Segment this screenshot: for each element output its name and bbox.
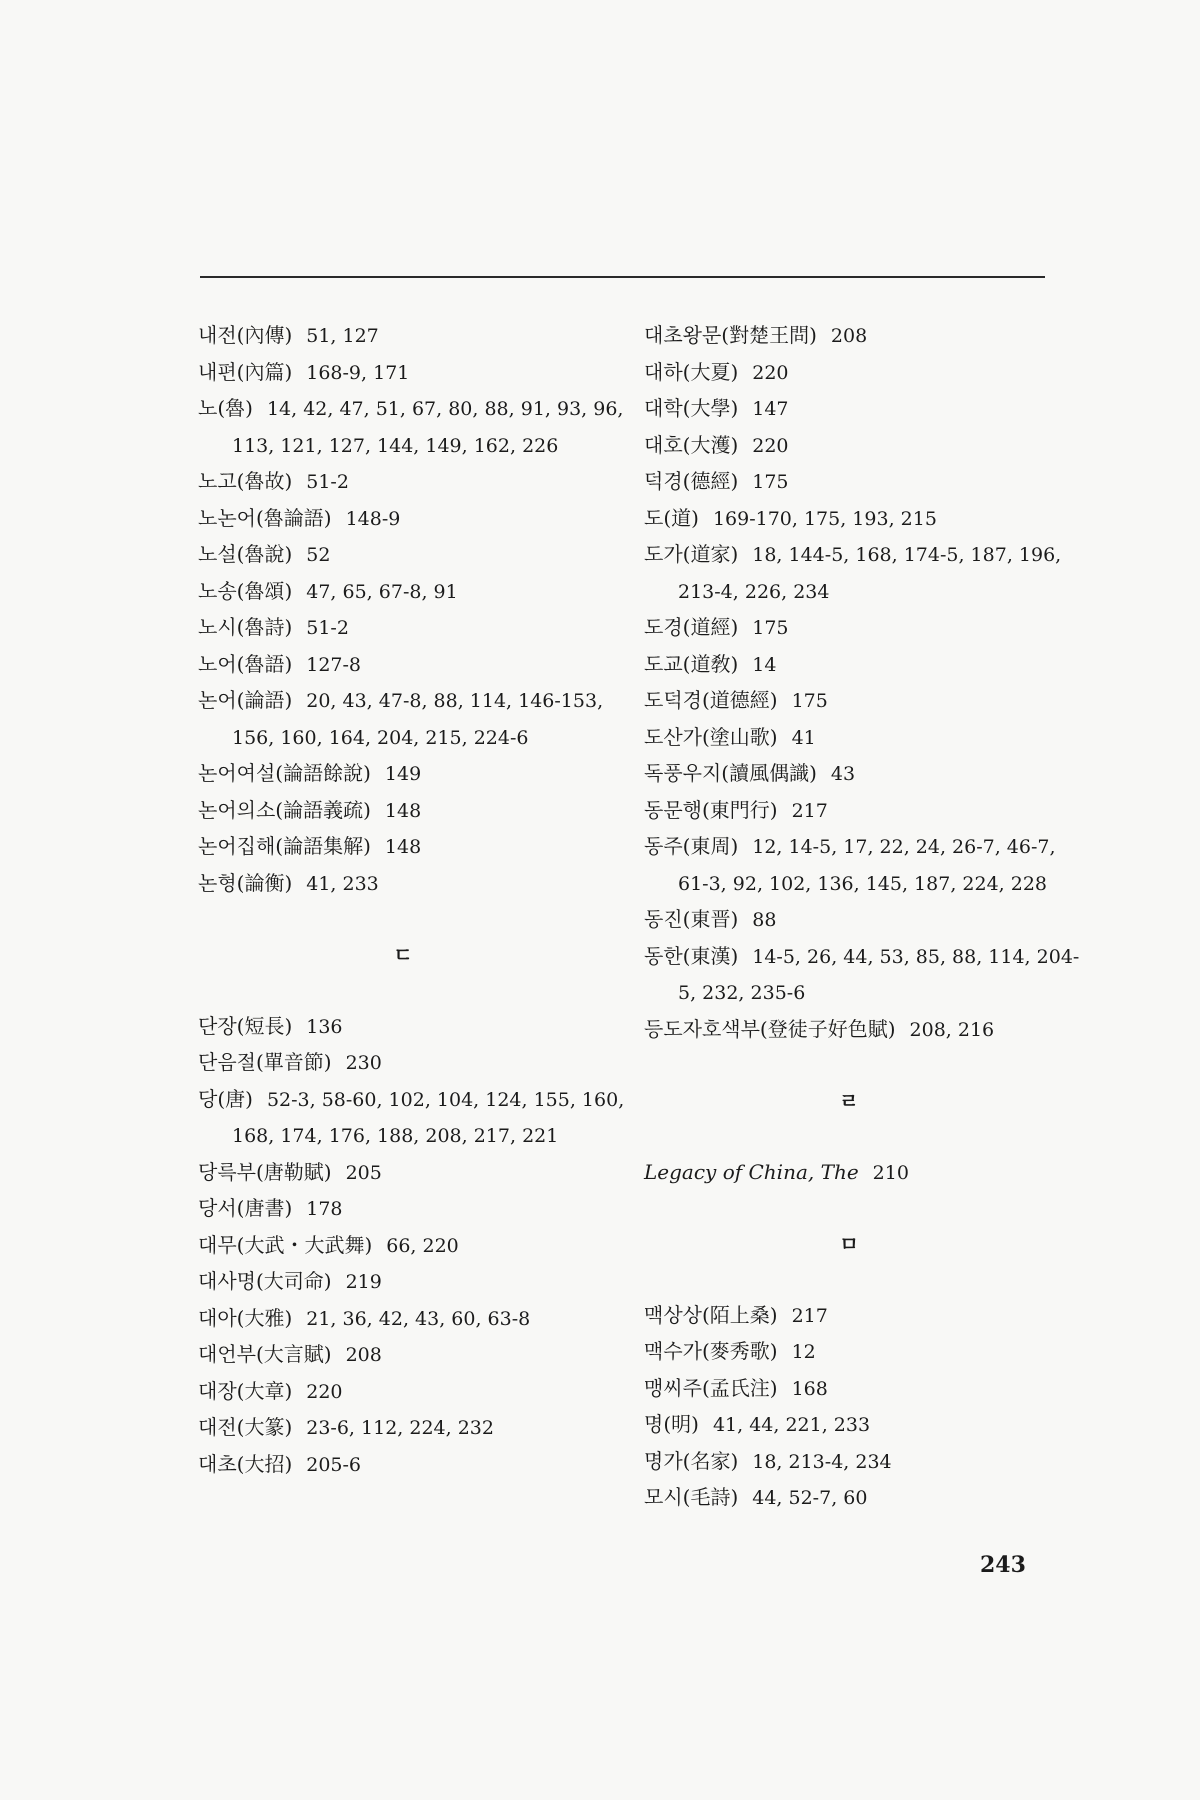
index-term: 대장(大章) (198, 1378, 293, 1403)
header-rule (200, 276, 1045, 278)
index-group-d-cont (644, 318, 1084, 1048)
index-entry (198, 318, 638, 355)
index-pages: 168 (791, 1377, 828, 1400)
index-entry (198, 464, 638, 501)
index-entry (644, 428, 1084, 465)
spacer (644, 1119, 1084, 1155)
index-pages: 47, 65, 67-8, 91 (306, 580, 458, 603)
index-pages: 44, 52-7, 60 (752, 1487, 868, 1509)
index-term: 당(唐) (198, 1086, 253, 1111)
index-pages: 178 (306, 1198, 343, 1220)
index-pages: 18, 144-5, 168, 174-5, 187, 196, 213-4, 226, 234 (678, 544, 1062, 603)
index-pages: 51-2 (306, 617, 349, 639)
section-heading-d: ㄷ (393, 942, 413, 967)
index-term: 당서(唐書) (198, 1196, 293, 1220)
index-term: 명(明) (644, 1412, 699, 1436)
index-pages: 14 (752, 653, 777, 676)
index-pages: 23-6, 112, 224, 232 (306, 1417, 494, 1439)
index-pages: 21, 36, 42, 43, 60, 63-8 (306, 1307, 531, 1330)
index-term: 논어의소(論語義疏) (198, 797, 371, 822)
index-pages: 208 (345, 1344, 382, 1366)
index-term: 대아(大雅) (198, 1305, 293, 1330)
index-entry (644, 683, 1084, 720)
index-term: 맹씨주(孟氏注) (644, 1375, 778, 1400)
spacer (644, 1191, 1084, 1227)
index-pages: 149 (384, 763, 422, 785)
index-entry (198, 537, 638, 574)
index-entry (644, 793, 1084, 830)
index-pages: 220 (306, 1380, 343, 1403)
index-entry (198, 1410, 638, 1447)
index-term: 대언부(大言賦) (198, 1342, 332, 1366)
index-term: 대사명(大司命) (198, 1269, 332, 1293)
index-term: 내전(內傳) (198, 323, 293, 347)
index-pages: 41 (791, 726, 816, 749)
index-entry (198, 1301, 638, 1338)
index-term: 논어여설(論語餘說) (198, 761, 371, 785)
index-entry (198, 1191, 638, 1228)
index-pages: 208 (830, 325, 868, 347)
section-heading-r: ㄹ (839, 1088, 859, 1113)
index-entry (198, 391, 638, 464)
index-pages: 51, 127 (306, 325, 379, 347)
index-term: 노송(魯頌) (198, 578, 293, 603)
index-pages: 205 (345, 1161, 382, 1184)
section-heading-m: ㅁ (839, 1231, 859, 1256)
index-term: Legacy of China, The (644, 1159, 859, 1184)
index-entry (198, 1045, 638, 1082)
index-pages: 41, 44, 221, 233 (712, 1414, 871, 1436)
index-entry (644, 1298, 1084, 1335)
index-pages: 127-8 (306, 653, 362, 676)
index-term: 명가(名家) (644, 1448, 739, 1473)
index-pages: 14, 42, 47, 51, 67, 80, 88, 91, 93, 96, 113, 121, 127, 144, 149, 162, 226 (232, 398, 624, 457)
spacer (198, 902, 638, 938)
index-pages: 169-170, 175, 193, 215 (712, 507, 937, 530)
spacer (198, 973, 638, 1009)
index-entry (198, 1447, 638, 1484)
index-entry (198, 1009, 638, 1046)
index-entry (198, 610, 638, 647)
index-pages: 18, 213-4, 234 (752, 1450, 892, 1473)
index-group-m (644, 1298, 1084, 1517)
index-term: 도경(道經) (644, 615, 739, 639)
index-term: 독풍우지(讀風偶識) (644, 761, 817, 785)
index-entry (644, 1371, 1084, 1408)
index-pages: 88 (752, 909, 777, 931)
index-group-n (198, 318, 638, 902)
spacer (644, 1262, 1084, 1298)
index-pages: 220 (752, 434, 789, 457)
index-entry (198, 756, 638, 793)
index-pages: 12 (791, 1341, 816, 1363)
index-term: 맥상상(陌上桑) (644, 1302, 778, 1327)
index-term: 동한(東漢) (644, 943, 739, 968)
index-group-r (644, 1155, 1084, 1192)
index-term: 단음절(單音節) (198, 1050, 332, 1074)
index-entry (198, 866, 638, 903)
index-pages: 147 (752, 398, 789, 420)
index-term: 노설(魯說) (198, 542, 293, 566)
index-entry (644, 391, 1084, 428)
index-entry (198, 683, 638, 756)
index-group-d (198, 1009, 638, 1484)
index-pages: 14-5, 26, 44, 53, 85, 88, 114, 204-5, 232, 235-6 (678, 945, 1080, 1004)
index-term: 도가(道家) (644, 542, 739, 566)
index-term: 도덕경(道德經) (644, 688, 778, 712)
index-term: 논형(論衡) (198, 870, 293, 895)
index-pages: 217 (791, 799, 828, 822)
index-term: 단장(短長) (198, 1013, 293, 1038)
index-entry (644, 355, 1084, 392)
index-term: 대무(大武・大武舞) (198, 1232, 373, 1257)
index-entry (644, 902, 1084, 939)
index-pages: 175 (791, 690, 828, 712)
index-pages: 175 (752, 471, 789, 493)
index-pages: 148-9 (345, 507, 401, 530)
index-term: 논어(論語) (198, 688, 293, 712)
spacer (644, 1048, 1084, 1084)
index-pages: 148 (384, 799, 422, 822)
index-entry (644, 1334, 1084, 1371)
index-term: 대초(大招) (198, 1451, 293, 1476)
index-entry (644, 318, 1084, 355)
index-pages: 52-3, 58-60, 102, 104, 124, 155, 160, 168, 174, 176, 188, 208, 217, 221 (232, 1088, 625, 1147)
index-column-right (644, 318, 1084, 1517)
page-number: 243 (980, 1552, 1026, 1578)
index-term: 대초왕문(對楚王問) (644, 323, 817, 347)
index-pages: 148 (384, 836, 422, 858)
index-column-left (198, 318, 638, 1483)
index-entry (644, 1155, 1084, 1192)
index-term: 대호(大濩) (644, 432, 739, 457)
index-entry (644, 720, 1084, 757)
index-term: 대전(大篆) (198, 1415, 293, 1439)
index-entry (644, 464, 1084, 501)
index-entry (644, 647, 1084, 684)
index-entry (644, 537, 1084, 610)
index-term: 동진(東晋) (644, 907, 739, 931)
index-term: 노어(魯語) (198, 651, 293, 676)
index-term: 도교(道敎) (644, 651, 739, 676)
index-entry (644, 501, 1084, 538)
index-entry (644, 939, 1084, 1012)
index-pages: 66, 220 (386, 1234, 459, 1257)
index-term: 노논어(魯論語) (198, 505, 332, 530)
index-entry (644, 1480, 1084, 1517)
index-pages: 217 (791, 1304, 828, 1327)
index-pages: 41, 233 (306, 872, 379, 895)
index-pages: 12, 14-5, 17, 22, 24, 26-7, 46-7, 61-3, 92, 102, 136, 145, 187, 224, 228 (678, 836, 1056, 895)
index-entry (644, 1012, 1084, 1049)
index-entry (198, 1155, 638, 1192)
index-entry (198, 829, 638, 866)
index-pages: 136 (306, 1015, 343, 1038)
index-pages: 219 (345, 1271, 382, 1293)
index-pages: 20, 43, 47-8, 88, 114, 146-153, 156, 160, 164, 204, 215, 224-6 (232, 690, 604, 749)
index-term: 모시(毛詩) (644, 1485, 739, 1509)
index-pages: 220 (752, 361, 789, 384)
index-pages: 210 (872, 1161, 909, 1184)
index-term: 덕경(德經) (644, 469, 739, 493)
index-term: 노고(魯故) (198, 469, 293, 493)
index-pages: 208, 216 (909, 1018, 995, 1041)
index-term: 당륵부(唐勒賦) (198, 1159, 332, 1184)
index-term: 논어집해(論語集解) (198, 834, 371, 858)
index-pages: 175 (752, 617, 789, 639)
index-term: 맥수가(麥秀歌) (644, 1339, 778, 1363)
index-term: 대하(大夏) (644, 359, 739, 384)
index-entry (198, 501, 638, 538)
index-term: 동주(東周) (644, 834, 739, 858)
index-entry (198, 1264, 638, 1301)
index-term: 동문행(東門行) (644, 797, 778, 822)
index-entry (198, 355, 638, 392)
index-entry (198, 793, 638, 830)
index-pages: 230 (345, 1052, 382, 1074)
index-term: 대학(大學) (644, 396, 739, 420)
index-term: 노시(魯詩) (198, 615, 293, 639)
index-pages: 51-2 (306, 471, 349, 493)
index-pages: 205-6 (306, 1453, 362, 1476)
index-entry (644, 756, 1084, 793)
index-term: 도(道) (644, 505, 699, 530)
index-entry (644, 1407, 1084, 1444)
index-entry (644, 610, 1084, 647)
index-term: 내편(內篇) (198, 359, 293, 384)
index-pages: 43 (830, 763, 856, 785)
index-entry (198, 574, 638, 611)
index-entry (198, 1374, 638, 1411)
index-entry (644, 1444, 1084, 1481)
index-pages: 168-9, 171 (306, 361, 410, 384)
index-entry (644, 829, 1084, 902)
index-term: 등도자호색부(登徒子好色賦) (644, 1016, 896, 1041)
index-term: 도산가(塗山歌) (644, 724, 778, 749)
index-entry (198, 1337, 638, 1374)
index-entry (198, 1082, 638, 1155)
index-pages: 52 (306, 544, 331, 566)
index-entry (198, 647, 638, 684)
index-entry (198, 1228, 638, 1265)
index-term: 노(魯) (198, 396, 253, 420)
